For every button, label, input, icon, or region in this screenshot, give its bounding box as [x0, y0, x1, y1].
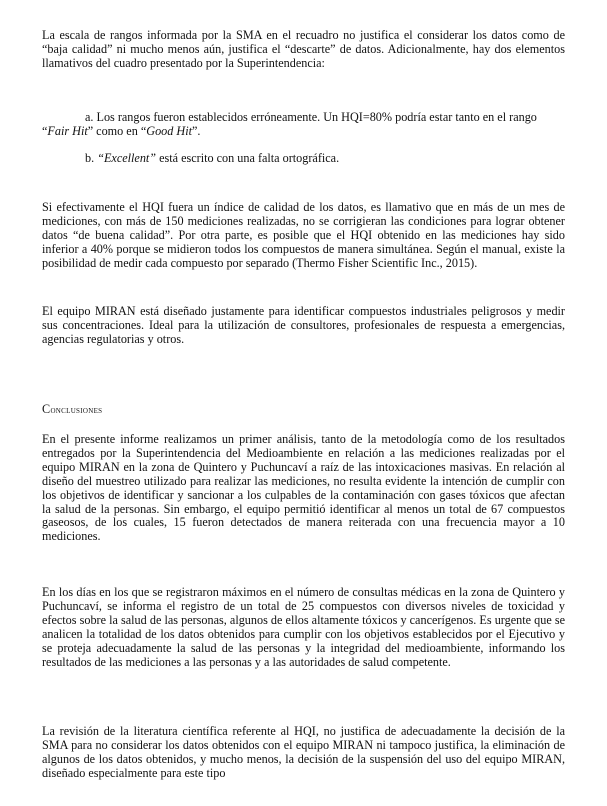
paragraph-conclusion-analysis: En el presente informe realizamos un primer análisis, tanto de la metodología como de los resultados entregados por la Superintendencia del Medioambiente en relación a las mediciones realizadas por el equipo MIRAN en la zona de Quintero y Puchuncaví a raíz de las intoxicaciones masivas. En relación al diseño del muestreo utilizado para realizar las mediciones, no resulta evidente la intención de cumplir con los objetivos de identificar y sancionar a los culpables de la contaminación con gases tóxicos que afectan la salud de la personas. Sin embargo, el equipo permitió identificar al menos un total de 67 compuestos gaseosos, de los cuales, 15 fueron detectados de manera reiterada con una frecuencia mayor a 10 mediciones. [42, 432, 565, 544]
list-item-a-prefix: a. Los rangos fueron establecidos erróneamente. Un HQI=80% podría estar tanto en el rango “ [42, 110, 537, 138]
list-item-b [42, 152, 565, 166]
list-item-b-prefix: b. [85, 151, 98, 165]
list-item-b-suffix: está escrito con una falta ortográfica. [156, 151, 340, 165]
term-excellent: “Excellent” [97, 151, 157, 165]
section-heading-conclusions [42, 402, 102, 417]
paragraph-hqi-scale: La escala de rangos informada por la SMA en el recuadro no justifica el considerar los datos como de “baja calidad” ni mucho menos aún, justifica el “descarte” de datos. Adicionalmente, hay dos elementos llamativos del cuadro presentado por la Superintendencia: [42, 28, 565, 70]
paragraph-hqi-index: Si efectivamente el HQI fuera un índice de calidad de los datos, es llamativo que en más de un mes de mediciones, con más de 150 mediciones realizadas, no se corrigieran las condiciones para lograr obtener datos “de buena calidad”. Por otra parte, es posible que el HQI obtenido en las mediciones hay sido inferior a 40% porque se midieron todos los compuestos de manera simultánea. Según el manual, existe la posibilidad de medir cada compuesto por separado (Thermo Fisher Scientific Inc., 2015). [42, 200, 565, 270]
paragraph-conclusion-compounds: En los días en los que se registraron máximos en el número de consultas médicas en la zona de Quintero y Puchuncaví, se informa el registro de un total de 25 compuestos con diversos niveles de toxicidad y efectos sobre la salud de las personas, algunos de ellos altamente tóxicos y cancerígenos. Es urgente que se analicen la totalidad de los datos obtenidos para cumplir con los objetivos establecidos por el Ejecutivo y se proteja adecuadamente la salud de las personas y la integridad del medioambiente, informando los resultados de las mediciones a las personas y a las autoridades de salud competente. [42, 585, 565, 669]
paragraph-miran-design: El equipo MIRAN está diseñado justamente para identificar compuestos industriales peligrosos y medir sus concentraciones. Ideal para la utilización de consultores, profesionales de respuesta a emergencias, agencias regulatorias y otros. [42, 304, 565, 346]
term-good-hit: Good Hit [146, 123, 192, 138]
term-fair-hit: Fair Hit [47, 123, 88, 138]
heading-rest: onclusiones [50, 405, 103, 416]
list-item-a-suffix: ”. [191, 123, 201, 138]
list-item-a-middle: ” como en “ [87, 123, 147, 138]
heading-first-letter: C [42, 402, 51, 416]
paragraph-conclusion-hqi-review: La revisión de la literatura científica referente al HQI, no justifica de adecuadamente la decisión de la SMA para no considerar los datos obtenidos con el equipo MIRAN ni tampoco justifica, la eliminación de algunos de los datos obtenidos, y mucho menos, la decisión de la suspensión del uso del equipo MIRAN, diseñado especialmente para este tipo [42, 724, 565, 780]
list-item-a [42, 111, 565, 139]
